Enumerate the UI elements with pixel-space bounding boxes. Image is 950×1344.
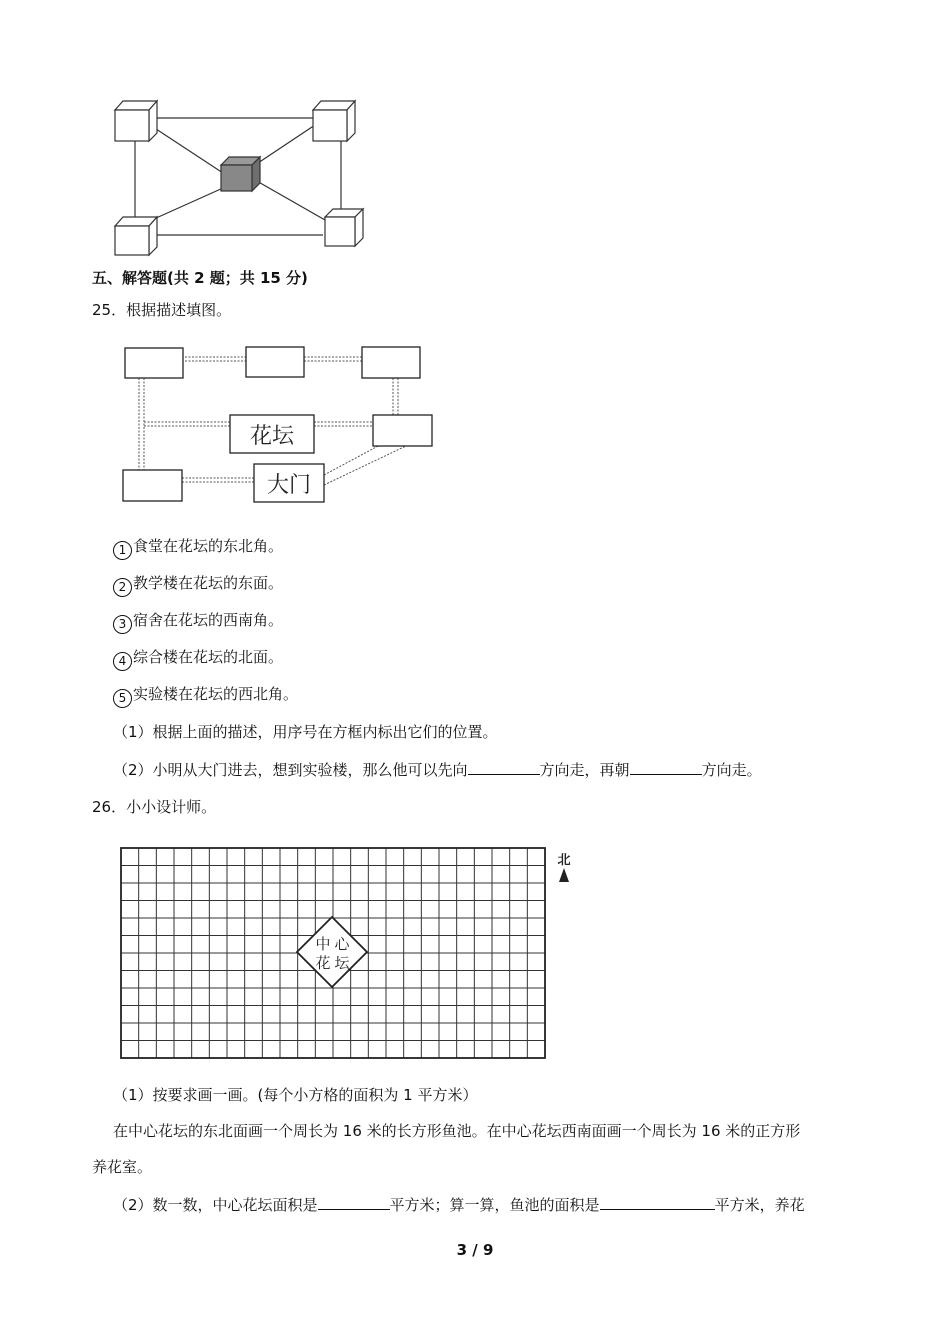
gate-label: 大门: [266, 473, 312, 498]
q26-para-line1: 在中心花坛的东北面画一个周长为 16 米的长方形鱼池。在中心花坛西南面画一个周长为 16 米的正方形: [113, 1122, 801, 1140]
answer-box[interactable]: [125, 348, 183, 378]
center-char: 花: [315, 954, 331, 972]
q25-sub2: （2）小明从大门进去，想到实验楼，那么他可以先向 方向走，再朝 方向走。: [113, 761, 762, 779]
list-item: 4 综合楼在花坛的北面。: [113, 647, 283, 671]
q26-sub2: （2）数一数，中心花坛面积是 平方米；算一算，鱼池的面积是 平方米，养花: [113, 1196, 805, 1214]
flower-bed-label: 花坛: [249, 424, 295, 449]
list-item: 2 教学楼在花坛的东面。: [113, 573, 283, 597]
section-title: 五、解答题(共 2 题；共 15 分): [92, 269, 308, 287]
answer-box[interactable]: [123, 470, 182, 501]
answer-blank[interactable]: [600, 1195, 715, 1210]
center-char: 心: [334, 935, 350, 953]
answer-blank[interactable]: [318, 1195, 390, 1210]
question-25-label: 25．根据描述填图。: [92, 301, 232, 319]
question-26-label: 26．小小设计师。: [92, 798, 217, 816]
grid-figure: [115, 842, 585, 1062]
answer-box[interactable]: [373, 415, 432, 446]
answer-blank[interactable]: [630, 760, 702, 775]
box-network-figure: [105, 95, 375, 260]
item-number: 4: [113, 652, 132, 671]
item-number: 2: [113, 578, 132, 597]
q25-sub1: （1）根据上面的描述，用序号在方框内标出它们的位置。: [113, 723, 498, 741]
list-item: 5 实验楼在花坛的西北角。: [113, 684, 298, 708]
item-number: 5: [113, 689, 132, 708]
list-item: 1 食堂在花坛的东北角。: [113, 536, 283, 560]
answer-box[interactable]: [246, 347, 304, 377]
item-number: 3: [113, 615, 132, 634]
list-item: 3 宿舍在花坛的西南角。: [113, 610, 283, 634]
north-label: 北: [557, 853, 571, 868]
q26-sub1: （1）按要求画一画。(每个小方格的面积为 1 平方米）: [113, 1086, 478, 1104]
q26-para-line2: 养花室。: [92, 1158, 153, 1176]
answer-box[interactable]: [362, 347, 420, 378]
center-char: 坛: [334, 954, 350, 972]
center-char: 中: [315, 935, 331, 953]
north-arrow-icon: [559, 868, 569, 882]
center-flower-bed-diamond: [297, 917, 367, 987]
item-number: 1: [113, 541, 132, 560]
page-number: 3 / 9: [456, 1241, 494, 1259]
campus-map-figure: [118, 340, 438, 510]
answer-blank[interactable]: [468, 760, 540, 775]
